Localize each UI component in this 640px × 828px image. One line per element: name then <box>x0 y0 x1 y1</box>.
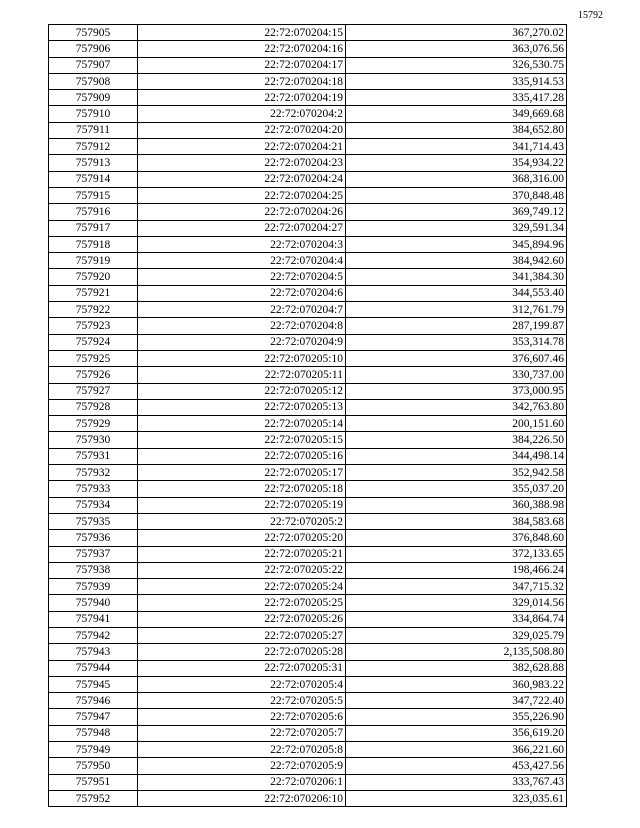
table-row <box>49 383 567 399</box>
cadastral-value-cell: 330,737.00 <box>346 367 567 383</box>
cadastral-number-cell: 22:72:070204:2 <box>138 106 346 122</box>
row-number-cell: 757930 <box>49 432 138 448</box>
row-number-cell: 757915 <box>49 187 138 203</box>
cadastral-number-cell: 22:72:070205:16 <box>138 448 346 464</box>
cadastral-value-cell: 347,722.40 <box>346 693 567 709</box>
cadastral-value-cell: 341,384.30 <box>346 269 567 285</box>
table-row <box>49 367 567 383</box>
cadastral-number-cell: 22:72:070205:11 <box>138 367 346 383</box>
table-row <box>49 530 567 546</box>
cadastral-value-cell: 335,417.28 <box>346 90 567 106</box>
cadastral-value-cell: 2,135,508.80 <box>346 644 567 660</box>
row-number-cell: 757941 <box>49 611 138 627</box>
cadastral-number-cell: 22:72:070204:26 <box>138 204 346 220</box>
cadastral-number-cell: 22:72:070204:8 <box>138 318 346 334</box>
cadastral-value-cell: 326,530.75 <box>346 57 567 73</box>
row-number-cell: 757925 <box>49 350 138 366</box>
cadastral-value-cell: 376,607.46 <box>346 350 567 366</box>
cadastral-value-cell: 360,983.22 <box>346 676 567 692</box>
row-number-cell: 757950 <box>49 758 138 774</box>
cadastral-value-cell: 384,942.60 <box>346 253 567 269</box>
cadastral-number-cell: 22:72:070205:24 <box>138 579 346 595</box>
table-row <box>49 742 567 758</box>
cadastral-number-cell: 22:72:070204:25 <box>138 187 346 203</box>
cadastral-number-cell: 22:72:070204:21 <box>138 139 346 155</box>
row-number-cell: 757951 <box>49 774 138 790</box>
cadastral-value-cell: 363,076.56 <box>346 41 567 57</box>
cadastral-value-cell: 384,226.50 <box>346 432 567 448</box>
cadastral-number-cell: 22:72:070204:7 <box>138 302 346 318</box>
cadastral-value-cell: 367,270.02 <box>346 25 567 41</box>
cadastral-number-cell: 22:72:070204:16 <box>138 41 346 57</box>
page-number: 15792 <box>578 10 603 21</box>
cadastral-value-cell: 342,763.80 <box>346 399 567 415</box>
cadastral-number-cell: 22:72:070205:14 <box>138 416 346 432</box>
cadastral-number-cell: 22:72:070204:17 <box>138 57 346 73</box>
cadastral-number-cell: 22:72:070205:12 <box>138 383 346 399</box>
row-number-cell: 757928 <box>49 399 138 415</box>
table-row <box>49 725 567 741</box>
row-number-cell: 757952 <box>49 790 138 806</box>
cadastral-number-cell: 22:72:070205:21 <box>138 546 346 562</box>
cadastral-value-cell: 355,037.20 <box>346 481 567 497</box>
row-number-cell: 757937 <box>49 546 138 562</box>
cadastral-value-cell: 370,848.48 <box>346 187 567 203</box>
row-number-cell: 757936 <box>49 530 138 546</box>
row-number-cell: 757918 <box>49 236 138 252</box>
row-number-cell: 757939 <box>49 579 138 595</box>
cadastral-number-cell: 22:72:070204:23 <box>138 155 346 171</box>
table-row <box>49 432 567 448</box>
row-number-cell: 757924 <box>49 334 138 350</box>
cadastral-value-cell: 369,749.12 <box>346 204 567 220</box>
table-row <box>49 187 567 203</box>
table-row <box>49 90 567 106</box>
table-row <box>49 546 567 562</box>
cadastral-number-cell: 22:72:070205:27 <box>138 627 346 643</box>
table-row <box>49 595 567 611</box>
row-number-cell: 757916 <box>49 204 138 220</box>
row-number-cell: 757907 <box>49 57 138 73</box>
table-row <box>49 155 567 171</box>
cadastral-number-cell: 22:72:070206:1 <box>138 774 346 790</box>
table-row <box>49 41 567 57</box>
cadastral-number-cell: 22:72:070205:10 <box>138 350 346 366</box>
row-number-cell: 757908 <box>49 73 138 89</box>
cadastral-number-cell: 22:72:070205:31 <box>138 660 346 676</box>
cadastral-number-cell: 22:72:070204:18 <box>138 73 346 89</box>
table-row <box>49 562 567 578</box>
cadastral-value-cell: 312,761.79 <box>346 302 567 318</box>
table-row <box>49 579 567 595</box>
row-number-cell: 757914 <box>49 171 138 187</box>
cadastral-value-table <box>48 24 567 807</box>
table-row <box>49 774 567 790</box>
table-row <box>49 220 567 236</box>
cadastral-number-cell: 22:72:070204:19 <box>138 90 346 106</box>
table-row <box>49 106 567 122</box>
row-number-cell: 757945 <box>49 676 138 692</box>
table-row <box>49 481 567 497</box>
table-row <box>49 465 567 481</box>
row-number-cell: 757917 <box>49 220 138 236</box>
row-number-cell: 757923 <box>49 318 138 334</box>
table-row <box>49 660 567 676</box>
cadastral-value-cell: 453,427.56 <box>346 758 567 774</box>
table-row <box>49 302 567 318</box>
table-row <box>49 513 567 529</box>
cadastral-value-cell: 200,151.60 <box>346 416 567 432</box>
cadastral-number-cell: 22:72:070205:20 <box>138 530 346 546</box>
row-number-cell: 757911 <box>49 122 138 138</box>
table-row <box>49 139 567 155</box>
row-number-cell: 757920 <box>49 269 138 285</box>
cadastral-number-cell: 22:72:070205:4 <box>138 676 346 692</box>
cadastral-number-cell: 22:72:070205:8 <box>138 742 346 758</box>
cadastral-number-cell: 22:72:070204:4 <box>138 253 346 269</box>
table-row <box>49 399 567 415</box>
cadastral-value-cell: 368,316.00 <box>346 171 567 187</box>
row-number-cell: 757947 <box>49 709 138 725</box>
cadastral-value-cell: 334,864.74 <box>346 611 567 627</box>
cadastral-value-cell: 382,628.88 <box>346 660 567 676</box>
cadastral-value-cell: 384,583.68 <box>346 513 567 529</box>
table-row <box>49 644 567 660</box>
table-row <box>49 693 567 709</box>
cadastral-number-cell: 22:72:070204:3 <box>138 236 346 252</box>
table-row <box>49 709 567 725</box>
row-number-cell: 757931 <box>49 448 138 464</box>
row-number-cell: 757921 <box>49 285 138 301</box>
cadastral-number-cell: 22:72:070205:22 <box>138 562 346 578</box>
cadastral-value-cell: 352,942.58 <box>346 465 567 481</box>
row-number-cell: 757948 <box>49 725 138 741</box>
row-number-cell: 757949 <box>49 742 138 758</box>
row-number-cell: 757905 <box>49 25 138 41</box>
cadastral-number-cell: 22:72:070204:27 <box>138 220 346 236</box>
cadastral-number-cell: 22:72:070205:15 <box>138 432 346 448</box>
cadastral-value-cell: 287,199.87 <box>346 318 567 334</box>
table-row <box>49 497 567 513</box>
cadastral-value-cell: 329,025.79 <box>346 627 567 643</box>
cadastral-value-cell: 360,388.98 <box>346 497 567 513</box>
table-row <box>49 73 567 89</box>
table-row <box>49 253 567 269</box>
row-number-cell: 757935 <box>49 513 138 529</box>
table-row <box>49 350 567 366</box>
row-number-cell: 757934 <box>49 497 138 513</box>
cadastral-value-cell: 198,466.24 <box>346 562 567 578</box>
row-number-cell: 757922 <box>49 302 138 318</box>
row-number-cell: 757909 <box>49 90 138 106</box>
row-number-cell: 757910 <box>49 106 138 122</box>
table-row <box>49 318 567 334</box>
table-row <box>49 285 567 301</box>
row-number-cell: 757926 <box>49 367 138 383</box>
cadastral-number-cell: 22:72:070205:26 <box>138 611 346 627</box>
table-row <box>49 204 567 220</box>
row-number-cell: 757906 <box>49 41 138 57</box>
table-row <box>49 25 567 41</box>
cadastral-value-cell: 376,848.60 <box>346 530 567 546</box>
cadastral-value-cell: 344,498.14 <box>346 448 567 464</box>
table-row <box>49 269 567 285</box>
cadastral-value-cell: 329,014.56 <box>346 595 567 611</box>
cadastral-value-cell: 344,553.40 <box>346 285 567 301</box>
row-number-cell: 757938 <box>49 562 138 578</box>
table-body <box>49 25 567 807</box>
cadastral-number-cell: 22:72:070205:7 <box>138 725 346 741</box>
table-row <box>49 122 567 138</box>
cadastral-number-cell: 22:72:070205:25 <box>138 595 346 611</box>
cadastral-number-cell: 22:72:070204:6 <box>138 285 346 301</box>
cadastral-number-cell: 22:72:070206:10 <box>138 790 346 806</box>
row-number-cell: 757944 <box>49 660 138 676</box>
row-number-cell: 757912 <box>49 139 138 155</box>
table-row <box>49 171 567 187</box>
table-row <box>49 448 567 464</box>
cadastral-number-cell: 22:72:070204:5 <box>138 269 346 285</box>
cadastral-number-cell: 22:72:070205:17 <box>138 465 346 481</box>
table-row <box>49 236 567 252</box>
row-number-cell: 757932 <box>49 465 138 481</box>
table-row <box>49 57 567 73</box>
cadastral-value-cell: 333,767.43 <box>346 774 567 790</box>
table-row <box>49 416 567 432</box>
row-number-cell: 757913 <box>49 155 138 171</box>
cadastral-number-cell: 22:72:070205:28 <box>138 644 346 660</box>
table-row <box>49 627 567 643</box>
cadastral-number-cell: 22:72:070205:5 <box>138 693 346 709</box>
cadastral-number-cell: 22:72:070205:18 <box>138 481 346 497</box>
cadastral-value-cell: 353,314.78 <box>346 334 567 350</box>
cadastral-value-cell: 335,914.53 <box>346 73 567 89</box>
cadastral-number-cell: 22:72:070204:15 <box>138 25 346 41</box>
table-row <box>49 334 567 350</box>
table-row <box>49 611 567 627</box>
cadastral-value-cell: 349,669.68 <box>346 106 567 122</box>
cadastral-value-cell: 356,619.20 <box>346 725 567 741</box>
row-number-cell: 757933 <box>49 481 138 497</box>
cadastral-value-cell: 347,715.32 <box>346 579 567 595</box>
cadastral-value-cell: 372,133.65 <box>346 546 567 562</box>
row-number-cell: 757929 <box>49 416 138 432</box>
cadastral-number-cell: 22:72:070205:19 <box>138 497 346 513</box>
row-number-cell: 757942 <box>49 627 138 643</box>
cadastral-number-cell: 22:72:070204:24 <box>138 171 346 187</box>
row-number-cell: 757940 <box>49 595 138 611</box>
cadastral-number-cell: 22:72:070204:9 <box>138 334 346 350</box>
table-row <box>49 790 567 806</box>
cadastral-number-cell: 22:72:070205:6 <box>138 709 346 725</box>
row-number-cell: 757927 <box>49 383 138 399</box>
cadastral-number-cell: 22:72:070205:13 <box>138 399 346 415</box>
table-row <box>49 676 567 692</box>
cadastral-value-cell: 366,221.60 <box>346 742 567 758</box>
cadastral-number-cell: 22:72:070205:9 <box>138 758 346 774</box>
cadastral-value-cell: 345,894.96 <box>346 236 567 252</box>
cadastral-value-cell: 329,591.34 <box>346 220 567 236</box>
row-number-cell: 757919 <box>49 253 138 269</box>
cadastral-value-cell: 354,934.22 <box>346 155 567 171</box>
row-number-cell: 757943 <box>49 644 138 660</box>
table-row <box>49 758 567 774</box>
row-number-cell: 757946 <box>49 693 138 709</box>
cadastral-value-cell: 355,226.90 <box>346 709 567 725</box>
cadastral-number-cell: 22:72:070204:20 <box>138 122 346 138</box>
cadastral-value-cell: 373,000.95 <box>346 383 567 399</box>
cadastral-number-cell: 22:72:070205:2 <box>138 513 346 529</box>
cadastral-value-cell: 341,714.43 <box>346 139 567 155</box>
cadastral-value-cell: 323,035.61 <box>346 790 567 806</box>
cadastral-value-cell: 384,652.80 <box>346 122 567 138</box>
